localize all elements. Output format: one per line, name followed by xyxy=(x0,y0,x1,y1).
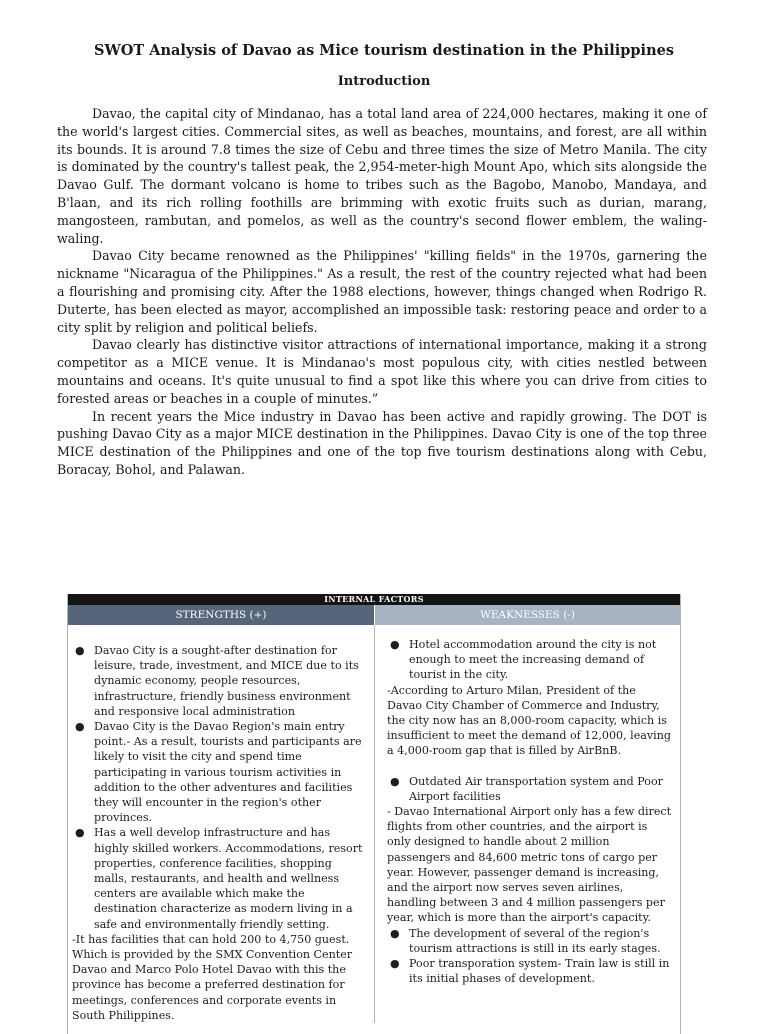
bullet-icon: ● xyxy=(75,720,85,734)
swot-body xyxy=(68,625,680,1023)
weakness-text: The development of several of the region's tourism attractions is still in its early stages. xyxy=(409,926,661,955)
intro-paragraph-3: Davao clearly has distinctive visitor attractions of international importance, making it a strong competitor as a MICE venue. It is Mindanao's most populous city, with cities nestled between mountains and oceans. It's quite unusual to find a spot like this where you can drive from cities to forested areas or beaches in a couple of minutes.” xyxy=(57,337,707,406)
weakness-item xyxy=(387,926,672,956)
bullet-icon: ● xyxy=(75,644,85,657)
introduction-body xyxy=(57,105,707,479)
bullet-icon: ● xyxy=(390,774,400,788)
intro-paragraph-1: Davao, the capital city of Mindanao, has a total land area of 224,000 hectares, making it one of the world's largest cities. Commercial sites, as well as beaches, mountains, and forest, are all within its bounds. It is around 7.8 times the size of Cebu and three times the size of Metro Manila. The city is dominated by the country's tallest peak, the 2,954-meter-high Mount Apo, which sits alongside the Davao Gulf. The dormant volcano is home to tribes such as the Bagobo, Manobo, Mandaya, and B'laan, and its rich rolling foothills are brimming with exotic fruits such as durian, marang, mangosteen, rambutan, and pomelos, as well as the country's second flower emblem, the waling-waling. xyxy=(57,106,707,246)
weaknesses-header: WEAKNESSES (-) xyxy=(374,605,680,625)
strength-text: Davao City is the Davao Region's main entry point.- As a result, tourists and participants are likely to visit the city and spend time participating in various tourism activities in addition to the other adventures and facilities they will encounter in the region's other provinces. xyxy=(94,720,362,825)
swot-column-headers xyxy=(68,605,680,625)
section-heading-introduction: Introduction xyxy=(337,74,431,89)
document-title: SWOT Analysis of Davao as Mice tourism destination in the Philippines xyxy=(93,42,674,59)
weakness-item xyxy=(387,956,672,986)
intro-paragraph-2: Davao City became renowned as the Philippines' "killing fields" in the 1970s, garnering the nickname "Nicaragua of the Philippines." As a result, the rest of the country rejected what had been a flourishing and promising city. After the 1988 elections, however, things changed when Rodrigo R. Duterte, has been elected as mayor, accomplished an impossible task: restoring peace and order to a city split by religion and political beliefs. xyxy=(57,248,707,335)
strength-item xyxy=(72,643,366,719)
bullet-icon: ● xyxy=(390,926,400,940)
weakness-note: -According to Arturo Milan, President of the Davao City Chamber of Commerce and Industry, the city now has an 8,000-room capacity, which is insufficient to meet the demand of 12,000, leaving a 4,000-room gap that is filled by AirBnB. xyxy=(387,683,671,758)
strength-note: -It has facilities that can hold 200 to 4,750 guest. Which is provided by the SMX Convention Center Davao and Marco Polo Hotel Davao with this the province has become a preferred destination for meetings, conferences and corporate events in South Philippines. xyxy=(72,932,353,1022)
strengths-header: STRENGTHS (+) xyxy=(68,605,374,625)
weakness-text: Outdated Air transportation system and Poor Airport facilities xyxy=(409,774,663,803)
weaknesses-column xyxy=(374,625,680,1023)
spacer xyxy=(387,759,672,774)
strengths-column xyxy=(68,625,374,1023)
weakness-text: Poor transporation system- Train law is still in its initial phases of development. xyxy=(409,957,670,986)
weakness-text: Hotel accommodation around the city is not enough to meet the increasing demand of tourist in the city. xyxy=(409,638,657,682)
weakness-item xyxy=(387,774,672,804)
swot-table xyxy=(67,594,681,1034)
strength-item xyxy=(72,825,366,931)
strength-item xyxy=(72,719,366,825)
strength-text: Has a well develop infrastructure and has highly skilled workers. Accommodations, resort properties, conference facilities, shopping malls, restaurants, and health and wellness centers are available which make the destination characterize as modern living in a safe and environmentally friendly setting. xyxy=(94,826,363,931)
bullet-icon: ● xyxy=(390,638,400,651)
weakness-item xyxy=(387,637,672,683)
bullet-icon: ● xyxy=(75,826,85,840)
strength-text: Davao City is a sought-after destination for leisure, trade, investment, and MICE due to its dynamic economy, people resources, infrastructure, friendly business environment and responsive local administration xyxy=(94,644,359,718)
weakness-note: - Davao International Airport only has a few direct flights from other countries, and the airport is only designed to handle about 2 million passengers and 84,600 metric tons of cargo per year. However, passenger demand is increasing, and the airport now serves seven airlines, handling between 3 and 4 million passengers per year, which is more than the airport's capacity. xyxy=(387,805,672,925)
intro-paragraph-4: In recent years the Mice industry in Davao has been active and rapidly growing. The DOT is pushing Davao City as a major MICE destination in the Philippines. Davao City is one of the top three MICE destination of the Philippines and one of the top five tourism destinations along with Cebu, Boracay, Bohol, and Palawan. xyxy=(57,408,707,477)
bullet-icon: ● xyxy=(390,957,400,971)
internal-factors-header: INTERNAL FACTORS xyxy=(68,594,680,605)
